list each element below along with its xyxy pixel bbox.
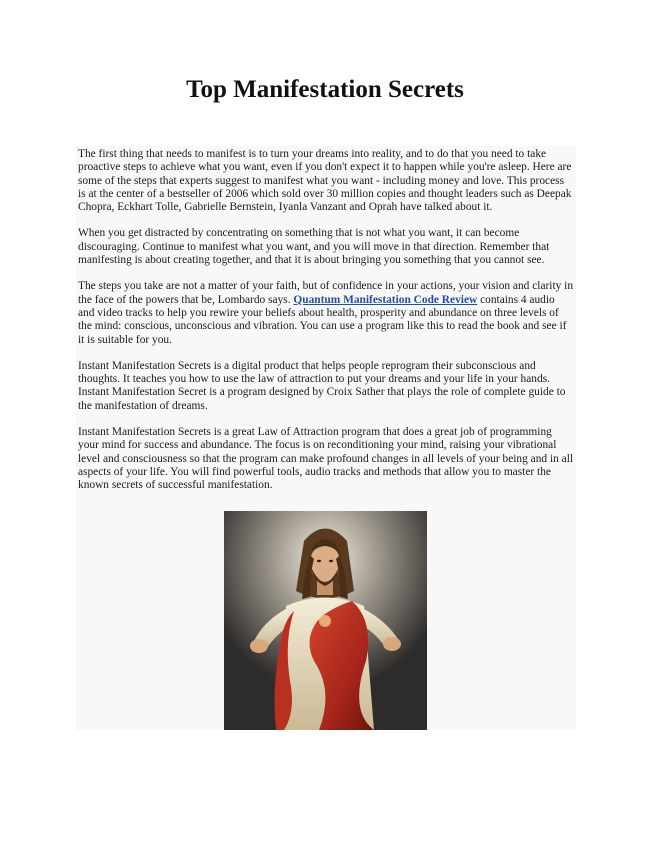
paragraph-4: Instant Manifestation Secrets is a digital product that helps people reprogram their subconscious and thoughts. It teaches you how to use the law of attraction to put your dreams and your life in your hands. Instant Manifestation Secret is a program designed by Croix Sather that plays the role of complete guide to the manifestation of dreams. — [78, 359, 566, 412]
paragraph-3-rest: contains 4 audio and video tracks to help you rewire your beliefs about health, prosperity and abundance on three levels of the mind: conscious, unconscious and vibration. You can use a program like this to read the book and see if it is suitable for you. — [78, 293, 567, 346]
paragraph-1: The first thing that needs to manifest is to turn your dreams into reality, and to do that you need to take proactive steps to achieve what you want, even if you don't expect it to happen while you're asleep. Here are some of the steps that experts suggest to manifest what you want - including money and love. This process is at the center of a bestseller of 2006 which sold over 30 million copies and thought leaders such as Deepak Chopra, Eckhart Tolle, Gabrielle Bernstein, Iyanla Vanzant and Oprah have talked about it. — [78, 148, 572, 214]
jesus-illustration — [224, 511, 427, 730]
article-content — [76, 146, 576, 730]
paragraph-3 — [78, 280, 574, 346]
quantum-manifestation-review-link[interactable]: Quantum Manifestation Code Review — [293, 293, 478, 306]
page-title: Top Manifestation Secrets — [186, 76, 464, 103]
paragraph-2: When you get distracted by concentrating on something that is not what you want, it can become discouraging. Continue to manifest what you want, and you will move in that direction. Remember that manifesting is about creating together, and that it is about bringing you something that you cannot see. — [78, 227, 550, 267]
paragraph-5: Instant Manifestation Secrets is a great Law of Attraction program that does a great job of programming your mind for success and abundance. The focus is on reconditioning your mind, raising your vibrational level and consciousness so that the program can make profound changes in all levels of your being and in all aspects of your life. You will find powerful tools, audio tracks and methods that allow you to master the known secrets of successful manifestation. — [78, 426, 574, 492]
paragraph-3-intro: The steps you take are not a matter of your faith, but of confidence in your actions, your vision and clarity in the face of the powers that be, Lombardo says. — [78, 280, 574, 306]
article-text — [76, 146, 576, 493]
